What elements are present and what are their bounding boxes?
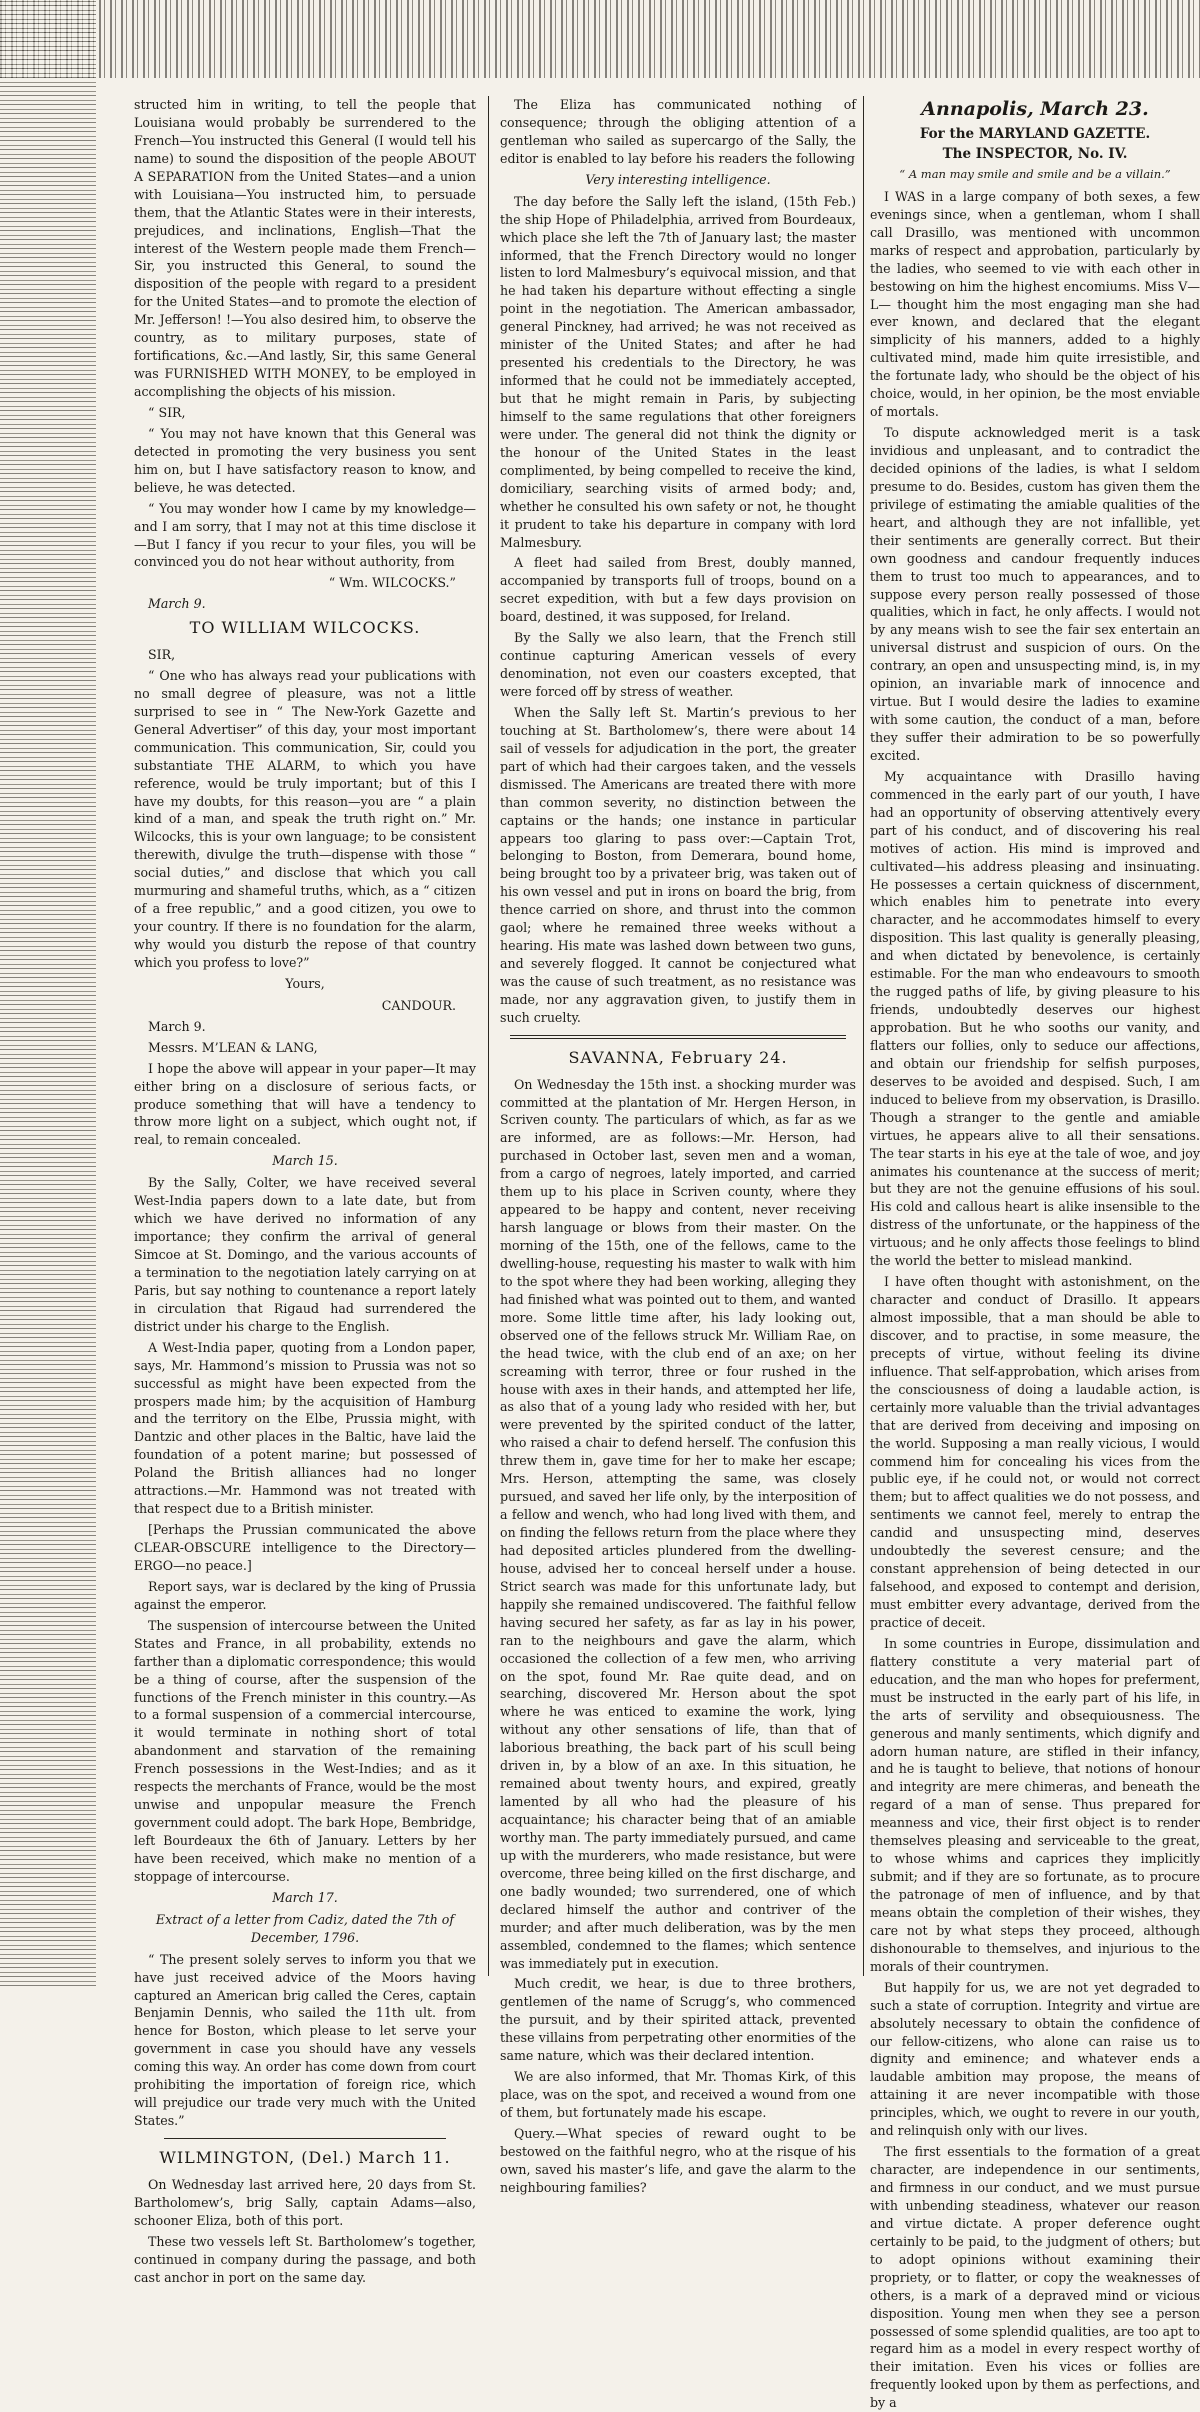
paragraph: We are also informed, that Mr. Thomas Kirk, of this place, was on the spot, and received a wound from one of them, but fortunately made his escape. [500, 2069, 856, 2121]
salutation: SIR, [148, 647, 176, 663]
column-3 [870, 96, 1200, 2411]
paragraph: “ One who has always read your publications with no small degree of pleasure, was not a little surprised to see in “ The New-York Gazette and General Advertiser” of this day, your most important communication. This communication, Sir, could you substantiate THE ALARM, to which you have reference, would be truly important; but of this I have my doubts, for this reason—you are “ a plain kind of a man, and speak the truth right on.” Mr. Wilcocks, this is your own language; to be consistent therewith, divulge the truth—dispense with those “ social duties,” and disclose that which you call murmuring and shameful truths, which, as a “ citizen of a free republic,” and a good citizen, you owe to your country. If there is no foundation for the alarm, why would you disturb the repose of that country which you profess to love?” [134, 667, 476, 970]
paragraph: The suspension of intercourse between the United States and France, in all probability, extends no farther than a diplomatic correspondence; this would be a thing of course, after the suspension of the functions of the French minister in this country.—As to a formal suspension of a commercial intercourse, it would terminate in nothing short of total abandonment and starvation of the remaining French possessions in the West-Indies; and as it respects the merchants of France, would be the most unwise and unpopular measure the French government could adopt. The bark Hope, Bembridge, left Bourdeaux the 6th of January. Letters by her have been received, which make no mention of a stoppage of intercourse. [134, 1617, 476, 1884]
epigraph: “ A man may smile and smile and be a villain.” [899, 166, 1171, 181]
signature: CANDOUR. [381, 997, 456, 1013]
signature: “ Wm. WILCOCKS.” [328, 575, 456, 591]
paragraph: I have often thought with astonishment, on the character and conduct of Drasillo. It appears almost impossible, that a man should be able to discover, and to practise, in some measure, the precepts of virtue, without feeling its divine influence. That self-approbation, which arises from the consciousness of doing a laudable action, is certainly more valuable than the trivial advantages that are derived from deceiving and imposing on the world. Supposing a man really vicious, I would commend him for concealing his vices from the public eye, if he could not, or would not correct them; but to affect qualities we do not possess, and sentiments we cannot feel, merely to entrap the candid and unsuspecting mind, deserves undoubtedly the severest censure; and the constant apprehension of being detected in our falsehood, and exposed to contempt and derision, must embitter every advantage, derived from the practice of deceit. [870, 1274, 1200, 1630]
column-1 [134, 96, 476, 2285]
paragraph: Report says, war is declared by the king of Prussia against the emperor. [134, 1578, 476, 1612]
section-rule [510, 1035, 846, 1039]
paragraph: The day before the Sally left the island, (15th Feb.) the ship Hope of Philadelphia, arrived from Bourdeaux, which place she left the 7th of January last; the master informed, that the French Directory would no longer listen to lord Malmesbury’s equivocal mission, and that he had taken his departure without effecting a single point in the negotiation. The American ambassador, general Pinckney, had arrived; he was not received as minister of the United States; and after he had presented his credentials to the Directory, he was informed that he could not be immediately accepted, but that he might remain in Paris, by subjecting himself to the same regulations that other foreigners were under. The general did not think the dignity or the honour of the United States in the least complimented, by being compelled to receive the kind, domiciliary, searching visits of armed body; and, whether he consulted his own safety or not, he thought it prudent to take his departure in company with lord Malmesbury. [500, 193, 856, 550]
masthead-dateline: Annapolis, March 23. [921, 98, 1149, 120]
column-2 [500, 96, 856, 2195]
salutation: “ SIR, [148, 404, 186, 420]
section-heading: TO WILLIAM WILCOCKS. [189, 618, 421, 638]
dateline: March 9. [148, 596, 206, 612]
extract-heading: Extract of a letter from Cadiz, dated the 7th of December, 1796. [155, 1911, 455, 1945]
column-rule-1 [488, 96, 489, 1976]
scan-edge-left [0, 0, 96, 1986]
paragraph: On Wednesday last arrived here, 20 days from St. Bartholomew’s, brig Sally, captain Adams—also, schooner Eliza, both of this port. [134, 2176, 476, 2228]
paragraph: Query.—What species of reward ought to be bestowed on the faithful negro, who at the risque of his own, saved his master’s life, and gave the alarm to the neighbouring families? [500, 2125, 856, 2195]
paragraph: “ You may not have known that this General was detected in promoting the very business you sent him on, but I have satisfactory reason to know, and believe, he was detected. [134, 425, 476, 495]
paragraph: Much credit, we hear, is due to three brothers, gentlemen of the name of Scrugg’s, who commenced the pursuit, and by their spirited attack, prevented these villains from perpetrating other enormities of the same nature, which was their declared intention. [500, 1976, 856, 2064]
paragraph: I hope the above will appear in your paper—It may either bring on a disclosure of serious facts, or produce something that will have a tendency to throw more light on a subject, which ought not, if real, to remain concealed. [134, 1060, 476, 1148]
closing: Yours, [285, 975, 325, 991]
paragraph: These two vessels left St. Bartholomew’s together, continued in company during the passage, and both cast anchor in port on the same day. [134, 2233, 476, 2285]
paragraph: [Perhaps the Prussian communicated the above CLEAR-OBSCURE intelligence to the Directory—ERGO—no peace.] [134, 1522, 476, 1573]
scan-edge-top [0, 0, 1200, 78]
paragraph: When the Sally left St. Martin’s previous to her touching at St. Bartholomew’s, there were about 14 sail of vessels for adjudication in the port, the greater part of which had their cargoes taken, and the vessels dismissed. The Americans are treated there with more than common severity, no distinction between the captains or the hands; one instance in particular appears too glaring to pass over:—Captain Trot, belonging to Boston, from Demerara, bound home, being brought too by a privateer brig, was taken out of his own vessel and put in irons on board the brig, from thence carried on shore, and thrust into the common gaol; where he remained three weeks without a hearing. His mate was lashed down between two guns, and severely flogged. It cannot be conjectured what was the cause of such treatment, as no resistance was made, nor any aggravation given, to justify them in such cruelty. [500, 704, 856, 1025]
paragraph: A fleet had sailed from Brest, doubly manned, accompanied by transports full of troops, bound on a secret expedition, with but a few days provision on board, destined, it was supposed, for Ireland. [500, 555, 856, 625]
section-heading: SAVANNA, February 24. [568, 1047, 788, 1067]
paragraph: A West-India paper, quoting from a London paper, says, Mr. Hammond’s mission to Prussia was not so successful as might have been expected from the prospers made him; by the acquisition of Hamburg and the territory on the Elbe, Prussia might, with Dantzic and other places in the Baltic, have laid the foundation of a potent marine; but possessed of Poland the British alliances had no longer attractions.—Mr. Hammond was not treated with that respect due to a British minister. [134, 1339, 476, 1517]
dateline: March 9. [148, 1018, 206, 1034]
paragraph: My acquaintance with Drasillo having commenced in the early part of our youth, I have had an opportunity of observing attentively every part of his conduct, and of discovering his real motives of action. His mind is improved and cultivated—his address pleasing and insinuating. He possesses a certain quickness of discernment, which enables him to penetrate into every character, and he accommodates himself to every disposition. This last quality is generally pleasing, and when dictated by benevolence, is certainly estimable. For the man who endeavours to smooth the rugged paths of life, by giving pleasure to his friends, undoubtedly deserves our highest approbation. But he who sooths our vanity, and flatters our follies, only to seduce our affections, and obtain our friendship for selfish purposes, deserves to be avoided and despised. Such, I am induced to believe from my observation, is Drasillo. Though a stranger to the gentle and amiable virtues, he appears alive to all their sensations. The tear starts in his eye at the tale of woe, and joy animates his countenance at the success of merit; but they are not the genuine effusions of his soul. His cold and callous heart is alike insensible to the distress of the unfortunate, or the happiness of the virtuous; and he only affects those feelings to blind the world the better to mislead mankind. [870, 768, 1200, 1269]
paragraph: I WAS in a large company of both sexes, a few evenings since, when a gentleman, whom I shall call Drasillo, was mentioned with uncommon marks of respect and approbation, particularly by the ladies, who seemed to vie with each other in bestowing on him the highest encomiums. Miss V— L— thought him the most engaging man she had ever known, and declared that the elegant simplicity of his manners, added to a highly cultivated mind, made him quite irresistible, and the fortunate lady, who should be the object of his choice, would, in her opinion, be the most enviable of mortals. [870, 188, 1200, 420]
paragraph: On Wednesday the 15th inst. a shocking murder was committed at the plantation of Mr. Hergen Herson, in Scriven county. The particulars of which, as far as we are informed, are as follows:—Mr. Herson, had purchased in October last, seven men and a woman, from a cargo of negroes, lately imported, and carried them up to his place in Scriven county, where they appeared to be happy and content, never receiving harsh language or blows from their master. On the morning of the 15th, one of the fellows, came to the dwelling-house, requesting his master to walk with him to the spot where they had been working, alleging they had finished what was pointed out to them, and wanted more. Some little time after, his lady looking out, observed one of the fellows struck Mr. William Rae, on the head twice, with the club end of an axe; on her screaming with terror, three or four rushed in the house with axes in their hands, and attempted her life, as also that of a young lady who resided with her, but were prevented by the spirited conduct of the latter, who raised a chair to defend herself. The confusion this threw them in, gave time for her to make her escape; Mrs. Herson, attempting the same, was closely pursued, and saved her life only, by the interposition of a fellow and wench, who had long lived with them, and on finding the fellows return from the place where they had deposited articles plundered from the dwelling-house, advised her to conceal herself under a house. Strict search was made for this unfortunate lady, but happily she remained undiscovered. The faithful fellow having secured her safety, as far as lay in his power, ran to the neighbours and gave the alarm, which occasioned the collection of a few men, who arriving on the spot, found Mr. Rae quite dead, and on searching, discovered Mr. Herson about the spot where he was enticed to examine the work, lying without any other sensations of life, than that of laborious breathing, the back part of his scull being driven in, by a blow of an axe. In this situation, he remained about twenty hours, and expired, greatly lamented by all who had the pleasure of his acquaintance; his character being that of an amiable worthy man. The party immediately pursued, and came up with the murderers, who made resistance, but were overcome, three being killed on the first discharge, and one badly wounded; two surrendered, one of which declared himself the author and contriver of the murder; and after much deliberation, was by the men assembled, condemned to the flames; which sentence was immediately put in execution. [500, 1076, 856, 1971]
series-heading: The INSPECTOR, No. IV. [942, 146, 1128, 163]
dateline: March 17. [272, 1889, 338, 1905]
paragraph: The first essentials to the formation of a great character, are independence in our sentiments, and firmness in our conduct, and we must pursue with unbending steadiness, whatever our reason and virtue dictate. A proper deference ought certainly to be paid, to the judgment of others; but to adopt opinions without examining their propriety, or to flatter, or copy the weaknesses of others, is a mark of a depraved mind or vicious disposition. Young men when they see a person possessed of some splendid qualities, are too apt to regard him as a model in every respect worthy of their imitation. Even his vices or follies are frequently looked upon by them as perfections, and by a [870, 2144, 1200, 2411]
paragraph: “ The present solely serves to inform you that we have just received advice of the Moors having captured an American brig called the Ceres, captain Benjamin Dennis, who sailed the 11th ult. from hence for Boston, which please to let serve your government in case you should have any vessels coming this way. An order has come down from court prohibiting the importation of foreign rice, which will prejudice our trade very much with the United States.” [134, 1951, 476, 2129]
paragraph: The Eliza has communicated nothing of consequence; through the obliging attention of a gentleman who sailed as supercargo of the Sally, the editor is enabled to lay before his readers the following [500, 97, 856, 166]
paragraph: But happily for us, we are not yet degraded to such a state of corruption. Integrity and virtue are absolutely necessary to obtain the confidence of our fellow-citizens, who alone can raise us to dignity and eminence; and whatever ends a laudable ambition may propose, the means of attaining it are never incompatible with those principles, which, we ought to revere in our youth, and relinquish only with our lives. [870, 1979, 1200, 2139]
section-rule [164, 2138, 446, 2139]
paragraph: In some countries in Europe, dissimulation and flattery constitute a very material part of education, and the man who hopes for preferment, must be instructed in the early part of his life, in the arts of servility and obsequiousness. The generous and manly sentiments, which dignify and adorn human nature, are stifled in their infancy, and he is taught to believe, that notions of honour and integrity are mere chimeras, and beneath the regard of a man of sense. Thus prepared for meanness and vice, their first object is to render themselves pleasing and serviceable to the great, to whose whims and caprices they implicitly submit; and if they are so fortunate, as to procure the patronage of men of influence, and by that means obtain the completion of their wishes, they care not by what steps they proceed, although dishonourable to themselves, and injurious to the morals of their countrymen. [870, 1635, 1200, 1974]
dateline: March 15. [272, 1153, 338, 1169]
section-heading: Very interesting intelligence. [585, 171, 771, 187]
salutation: Messrs. M’LEAN & LANG, [148, 1039, 318, 1055]
section-heading: WILMINGTON, (Del.) March 11. [159, 2148, 451, 2168]
paragraph: By the Sally we also learn, that the French still continue capturing American vessels of every denomination, not even our coasters excepted, that were forced off by stress of weather. [500, 630, 856, 699]
publication-heading: For the MARYLAND GAZETTE. [919, 126, 1151, 143]
paragraph: structed him in writing, to tell the people that Louisiana would probably be surrendered to the French—You instructed this General (I would tell his name) to sound the disposition of the people ABOUT A SEPARATION from the United States—and a union with Louisiana—You instructed him, to persuade them, that the Atlantic States were in their interests, prejudices, and inclinations, English—That the interest of the Western people made them French—Sir, you instructed this General, to sound the disposition of the people with regard to a president for the United States—and to promote the election of Mr. Jefferson! !—You also desired him, to observe the country, as to military purposes, state of fortifications, &c.—And lastly, Sir, this same General was FURNISHED WITH MONEY, to be employed in accomplishing the objects of his mission. [134, 97, 476, 399]
paragraph: “ You may wonder how I came by my knowledge—and I am sorry, that I may not at this time disclose it—But I fancy if you recur to your files, you will be convinced you do not hear without authority, from [134, 500, 476, 570]
column-rule-2 [863, 96, 864, 1976]
paragraph: By the Sally, Colter, we have received several West-India papers down to a late date, but from which we have derived no information of any importance; they confirm the arrival of general Simcoe at St. Domingo, and the various accounts of a termination to the negotiation lately carrying on at Paris, but say nothing to countenance a report lately in circulation that Rigaud had surrendered the district under his charge to the English. [134, 1175, 476, 1334]
paragraph: To dispute acknowledged merit is a task invidious and unpleasant, and to contradict the decided opinions of the ladies, is what I seldom presume to do. Besides, custom has given them the privilege of estimating the amiable qualities of the heart, and although they are not infallible, yet their sentiments are generally correct. But their own goodness and candour frequently induces them to trust too much to appearances, and to suppose every person really possessed of those qualities, which in fact, he only affects. I would not by any means wish to see the fair sex entertain an universal distrust and suspicion of ours. On the contrary, an open and unsuspecting mind, is, in my opinion, an invariable mark of innocence and virtue. But I would desire the ladies to examine with some caution, the conduct of a man, before they suffer their admiration to be so powerfully excited. [870, 425, 1200, 763]
